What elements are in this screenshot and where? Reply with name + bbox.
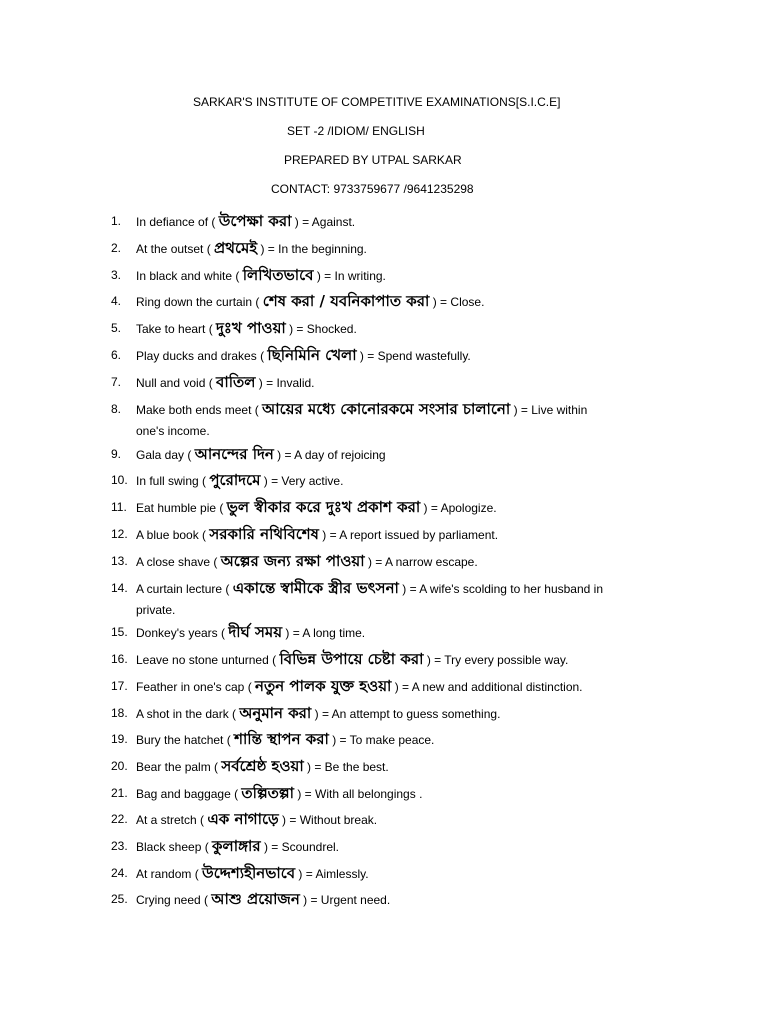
idiom-bengali: শেষ করা / যবনিকাপাত করা [262, 292, 430, 310]
idiom-bengali: সর্বশ্রেষ্ঠ হওয়া [221, 757, 304, 775]
idiom-meaning: ) = In writing. [313, 269, 386, 283]
item-text [136, 679, 583, 694]
item-text [136, 759, 389, 774]
idiom-meaning: ) = Spend wastefully. [356, 349, 471, 363]
idiom-bengali: সরকারি নথিবিশেষ [209, 525, 319, 543]
idiom-bengali: লিখিতভাবে [242, 266, 314, 284]
item-number: 16. [111, 652, 128, 666]
idiom-english: Bag and baggage ( [136, 787, 242, 801]
idiom-bengali: অনুমান করা [239, 704, 312, 722]
item-text [136, 294, 484, 309]
idiom-english: Crying need ( [136, 893, 212, 907]
idiom-meaning: ) = A wife's scolding to her husband in [398, 582, 603, 596]
item-number: 8. [111, 402, 122, 416]
item-text [136, 500, 497, 515]
idiom-english: Feather in one's cap ( [136, 680, 256, 694]
idiom-bengali: আয়ের মধ্যে কোনোরকমে সংসার চালানো [262, 400, 511, 418]
item-number: 2. [111, 241, 122, 255]
idiom-meaning-continued: private. [136, 603, 176, 617]
item-number: 9. [111, 447, 122, 461]
item-text [136, 268, 386, 283]
item-text [136, 625, 365, 640]
item-number: 7. [111, 375, 122, 389]
item-text [136, 473, 343, 488]
item-text [136, 375, 315, 390]
idiom-bengali: পুরোদমে [209, 471, 261, 489]
prepared-by: PREPARED BY UTPAL SARKAR [284, 153, 462, 167]
item-text [136, 786, 422, 801]
idiom-meaning: ) = An attempt to guess something. [311, 707, 501, 721]
idiom-bengali: কুলাঙ্গার [212, 837, 261, 855]
item-number: 10. [111, 473, 128, 487]
item-text [136, 402, 587, 417]
idiom-english: Null and void ( [136, 376, 217, 390]
idiom-meaning: ) = With all belongings . [294, 787, 423, 801]
idiom-english: Leave no stone unturned ( [136, 653, 280, 667]
idiom-bengali: উদ্দেশ্যহীনভাবে [202, 864, 296, 882]
item-text [136, 527, 498, 542]
item-text [136, 447, 386, 462]
item-number: 11. [111, 500, 127, 514]
idiom-bengali: প্রথমেই [214, 239, 258, 257]
idiom-meaning: ) = To make peace. [328, 733, 435, 747]
item-number: 5. [111, 321, 122, 335]
idiom-english: At random ( [136, 867, 203, 881]
idiom-english: Take to heart ( [136, 322, 217, 336]
item-text [136, 652, 568, 667]
idiom-bengali: আনন্দের দিন [194, 445, 274, 463]
idiom-bengali: এক নাগাড়ে [207, 810, 279, 828]
idiom-english: Bury the hatchet ( [136, 733, 235, 747]
item-number: 25. [111, 892, 128, 906]
idiom-meaning: ) = Without break. [278, 813, 378, 827]
idiom-meaning: ) = Invalid. [255, 376, 315, 390]
idiom-bengali: বিভিন্ন উপায়ে চেষ্টা করা [279, 650, 424, 668]
idiom-bengali: অল্পের জন্য রক্ষা পাওয়া [220, 552, 365, 570]
idiom-bengali: ছিনিমিনি খেলা [267, 346, 357, 364]
idiom-english: Play ducks and drakes ( [136, 349, 268, 363]
item-text [136, 732, 434, 747]
idiom-meaning: ) = In the beginning. [257, 242, 367, 256]
item-text [136, 348, 471, 363]
item-number: 4. [111, 294, 122, 308]
idiom-english: Bear the palm ( [136, 760, 222, 774]
idiom-meaning: ) = Very active. [260, 474, 344, 488]
idiom-bengali: তল্পিতল্পা [241, 784, 294, 802]
item-number: 18. [111, 706, 128, 720]
idiom-bengali: ভুল স্বীকার করে দুঃখ প্রকাশ করা [226, 498, 421, 516]
idiom-bengali: দুঃখ পাওয়া [216, 319, 286, 337]
item-text [136, 866, 369, 881]
item-number: 1. [111, 214, 122, 228]
idiom-english: Gala day ( [136, 448, 195, 462]
idiom-english: In full swing ( [136, 474, 210, 488]
item-number: 23. [111, 839, 128, 853]
item-text [136, 892, 390, 907]
set-title: SET -2 /IDIOM/ ENGLISH [287, 124, 425, 138]
item-number: 17. [111, 679, 128, 693]
item-text [136, 706, 500, 721]
idiom-english: At a stretch ( [136, 813, 208, 827]
idiom-bengali: একান্তে স্বামীকে স্ত্রীর ভৎসনা [232, 579, 399, 597]
idiom-meaning: ) = A report issued by parliament. [318, 528, 499, 542]
idiom-bengali: নতুন পালক যুক্ত হওয়া [255, 677, 392, 695]
idiom-english: At the outset ( [136, 242, 215, 256]
item-text [136, 214, 355, 229]
idiom-bengali: বাতিল [216, 373, 256, 391]
idiom-english: In defiance of ( [136, 215, 219, 229]
idiom-meaning: ) = A long time. [282, 626, 366, 640]
idiom-bengali: দীর্ঘ সময় [228, 623, 283, 641]
item-number: 22. [111, 812, 128, 826]
item-number: 15. [111, 625, 128, 639]
idiom-meaning: ) = Close. [429, 295, 485, 309]
idiom-meaning: ) = A day of rejoicing [273, 448, 386, 462]
idiom-english: In black and white ( [136, 269, 243, 283]
item-text [136, 241, 367, 256]
idiom-english: A close shave ( [136, 555, 221, 569]
item-number: 6. [111, 348, 122, 362]
idiom-meaning: ) = Against. [291, 215, 356, 229]
idiom-meaning: ) = Aimlessly. [295, 867, 369, 881]
idiom-meaning: ) = Scoundrel. [260, 840, 339, 854]
item-number: 3. [111, 268, 122, 282]
idiom-bengali: আশু প্রয়োজন [211, 890, 300, 908]
item-number: 21. [111, 786, 128, 800]
item-number: 24. [111, 866, 128, 880]
idiom-english: Make both ends meet ( [136, 403, 263, 417]
idiom-meaning: ) = A narrow escape. [364, 555, 478, 569]
idiom-meaning: ) = Apologize. [420, 501, 497, 515]
idiom-english: A shot in the dark ( [136, 707, 240, 721]
item-number: 12. [111, 527, 128, 541]
item-text [136, 839, 339, 854]
item-text [136, 321, 357, 336]
idiom-bengali: উপেক্ষা করা [218, 212, 292, 230]
idiom-english: Donkey's years ( [136, 626, 229, 640]
item-number: 13. [111, 554, 128, 568]
item-text [136, 554, 478, 569]
idiom-meaning: ) = Be the best. [303, 760, 389, 774]
idiom-meaning: ) = A new and additional distinction. [391, 680, 583, 694]
idiom-english: Black sheep ( [136, 840, 213, 854]
item-number: 20. [111, 759, 128, 773]
idiom-meaning-continued: one's income. [136, 424, 210, 438]
item-number: 14. [111, 581, 128, 595]
institute-title: SARKAR'S INSTITUTE OF COMPETITIVE EXAMINATIONS[S.I.C.E] [193, 95, 561, 109]
idiom-english: A curtain lecture ( [136, 582, 233, 596]
idiom-meaning: ) = Live within [510, 403, 588, 417]
idiom-bengali: শান্তি স্থাপন করা [234, 730, 329, 748]
idiom-meaning: ) = Try every possible way. [423, 653, 569, 667]
idiom-meaning: ) = Shocked. [285, 322, 357, 336]
idiom-meaning: ) = Urgent need. [299, 893, 391, 907]
idiom-english: Eat humble pie ( [136, 501, 227, 515]
idiom-english: A blue book ( [136, 528, 210, 542]
item-number: 19. [111, 732, 128, 746]
item-text [136, 581, 603, 596]
contact-line: CONTACT: 9733759677 /9641235298 [271, 182, 474, 196]
item-text [136, 812, 377, 827]
idiom-english: Ring down the curtain ( [136, 295, 263, 309]
